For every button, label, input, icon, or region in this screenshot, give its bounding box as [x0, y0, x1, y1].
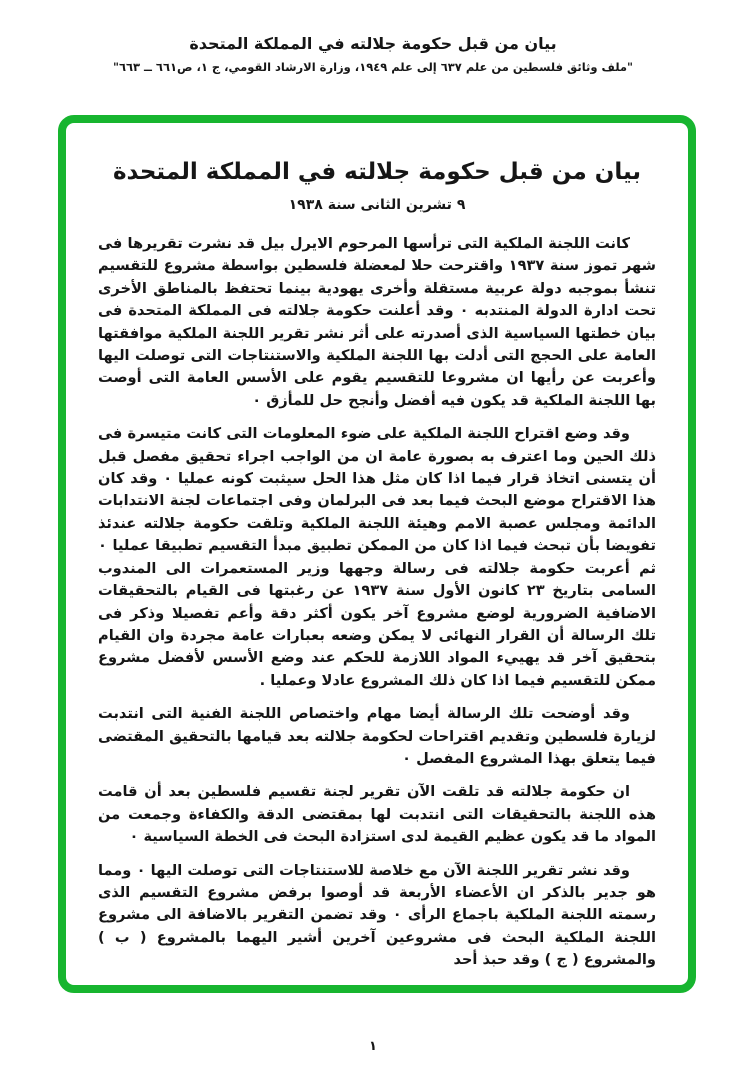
paragraph: ان حكومة جلالته قد تلقت الآن تقرير لجنة تقسيم فلسطين بعد أن قامت هذه اللجنة بالتحقيقات التى انتدبت لها بمقتضى الدقة والكفاءة وجمعت من المواد ما قد يكون عظيم القيمة لدى استزادة البحث فى الخطة السياسية ٠	[98, 783, 656, 846]
document-frame	[58, 115, 696, 993]
paragraph: كانت اللجنة الملكية التى ترأسها المرحوم الايرل بيل قد نشرت تقريرها فى شهر تموز سنة ١٩٣٧ واقترحت حلا لمعضلة فلسطين بواسطة مشروع للتقسيم تنشأ بموجبه دولة عربية مستقلة وأخرى يهودية بينما تحتفظ بالمناطق الأخرى تحت ادارة الدولة المنتدبه ٠ وقد أعلنت حكومة جلالته فى المملكة المتحدة فى بيان خطتها السياسية الذى أصدرته على أثر نشر تقرير اللجنة الملكية موافقتها العامة على الحجج التى أدلت بها اللجنة الملكية والاستنتاجات التى توصلت اليها وأعربت عن رأيها ان مشروعا للتقسيم يقوم على الأسس العامة التى أوصت بها اللجنة الملكية قد يكون فيه أفضل وأنجح حل للمأزق ٠	[98, 235, 657, 409]
paragraph: وقد نشر تقرير اللجنة الآن مع خلاصة للاستنتاجات التى توصلت اليها ٠ ومما هو جدير بالذكر ان الأعضاء الأربعة قد أوصوا برفض مشروع التقسيم الذى رسمته اللجنة الملكية باجماع الرأى ٠ وقد تضمن التقرير بالاضافة الى مشروع اللجنة الملكية البحث فى مشروعين آخرين أشير اليهما بالمشروع ( ب ) والمشروع ( ج ) وقد حبذ أحد	[98, 861, 656, 969]
running-header	[0, 34, 746, 74]
document-body	[98, 233, 656, 972]
paragraph: وقد أوضحت تلك الرسالة أيضا مهام واختصاص اللجنة الفنية التى انتدبت لزيارة فلسطين وتقديم اقتراحات لحكومة جلالته بعد قيامها بالتحقيق المقتضى فيما يتعلق بهذا المشروع المفصل ٠	[98, 705, 656, 767]
page-title: بيان من قبل حكومة جلالته في المملكة المتحدة	[189, 34, 557, 53]
document-title: بيان من قبل حكومة جلالته في المملكة المتحدة	[112, 159, 641, 185]
document-date: ٩ تشرين الثانى سنة ١٩٣٨	[288, 197, 466, 213]
page-number: ١	[369, 1039, 377, 1054]
paragraph: وقد وضع اقتراح اللجنة الملكية على ضوء المعلومات التى كانت متيسرة فى ذلك الحين وما اعترف به بصورة عامة ان من الواجب اجراء تحقيق مفصل قبل أن يتسنى اتخاذ قرار فيما اذا كان مثل هذا الحل سيثبت كونه عمليا ٠ وقد كان هذا الاقتراح موضع البحث فيما بعد فى البرلمان وفى اجتماعات لجنة الانتدابات الدائمة ومجلس عصبة الامم وهيئة اللجنة الملكية وتلقت حكومة جلالته عندئذ تفويضا بأن تبحث فيما اذا كان من الممكن تطبيق مبدأ التقسيم تطبيقا عمليا ٠ ثم أعربت حكومة جلالته فى رسالة وجهها وزير المستعمرات الى المندوب السامى بتاريخ ٢٣ كانون الأول سنة ١٩٣٧ عن رغبتها فى القيام بالتحقيقات الاضافية الضرورية لوضع مشروع آخر يكون أكثر دقة وأعم تفصيلا وذكر فى تلك الرسالة أن القرار النهائى لا يمكن وضعه بعبارات عامة مجردة وان القيام بتحقيق آخر قد يهييء المواد اللازمة للحكم عند وضع الأسس لأفضل مشروع ممكن للتقسيم فيما اذا كان ذلك المشروع عادلا وعمليا .	[98, 425, 656, 689]
source-citation: "ملف وثائق فلسطين من علم ٦٣٧ إلى علم ١٩٤٩، وزارة الارشاد القومي، ج ١، ص٦٦١ ــ ٦٦٣"	[112, 60, 634, 74]
